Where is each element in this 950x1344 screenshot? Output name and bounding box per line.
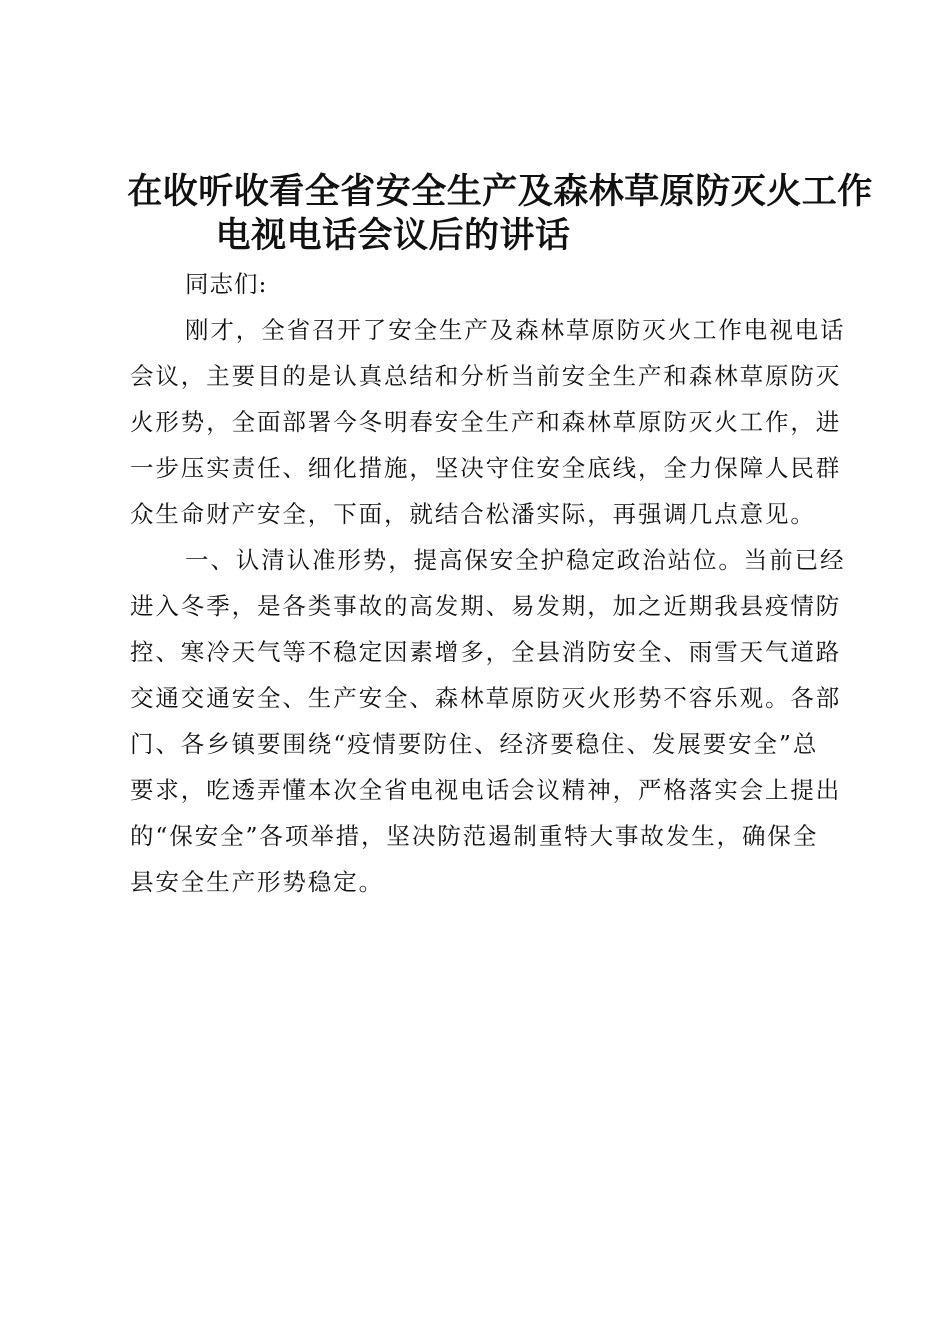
paragraph-1-line: 会议，主要目的是认真总结和分析当前安全生产和森林草原防灭 xyxy=(130,362,842,390)
paragraph-1-line: 刚才，全省召开了安全生产及森林草原防灭火工作电视电话 xyxy=(185,316,846,344)
paragraph-2-line: 门、各乡镇要围绕“疫情要防住、经济要稳住、发展要安全”总 xyxy=(130,730,819,758)
paragraph-2-line: 要求，吃透弄懂本次全省电视电话会议精神，严格落实会上提出 xyxy=(130,776,842,804)
paragraph-1-line: 火形势，全面部署今冬明春安全生产和森林草原防灭火工作，进 xyxy=(130,408,842,436)
paragraph-2-line: 一、认清认准形势，提高保安全护稳定政治站位。当前已经 xyxy=(185,546,846,574)
document-title-line-2: 电视电话会议后的讲话 xyxy=(215,216,571,256)
salutation: 同志们: xyxy=(185,270,268,298)
paragraph-2-line: 进入冬季，是各类事故的高发期、易发期，加之近期我县疫情防 xyxy=(130,592,842,620)
paragraph-1-line: 众生命财产安全，下面，就结合松潘实际，再强调几点意见。 xyxy=(130,500,816,528)
paragraph-1-line: 一步压实责任、细化措施，坚决守住安全底线，全力保障人民群 xyxy=(130,454,842,482)
document-title-line-1: 在收听收看全省安全生产及森林草原防灭火工作 xyxy=(127,172,873,212)
paragraph-2-line: 交通交通安全、生产安全、森林草原防灭火形势不容乐观。各部 xyxy=(130,684,842,712)
paragraph-2-line: 的“保安全”各项举措，坚决防范遏制重特大事故发生，确保全 xyxy=(130,822,819,850)
paragraph-2-line: 控、寒冷天气等不稳定因素增多，全县消防安全、雨雪天气道路 xyxy=(130,638,842,666)
paragraph-2-line: 县安全生产形势稳定。 xyxy=(130,868,384,896)
